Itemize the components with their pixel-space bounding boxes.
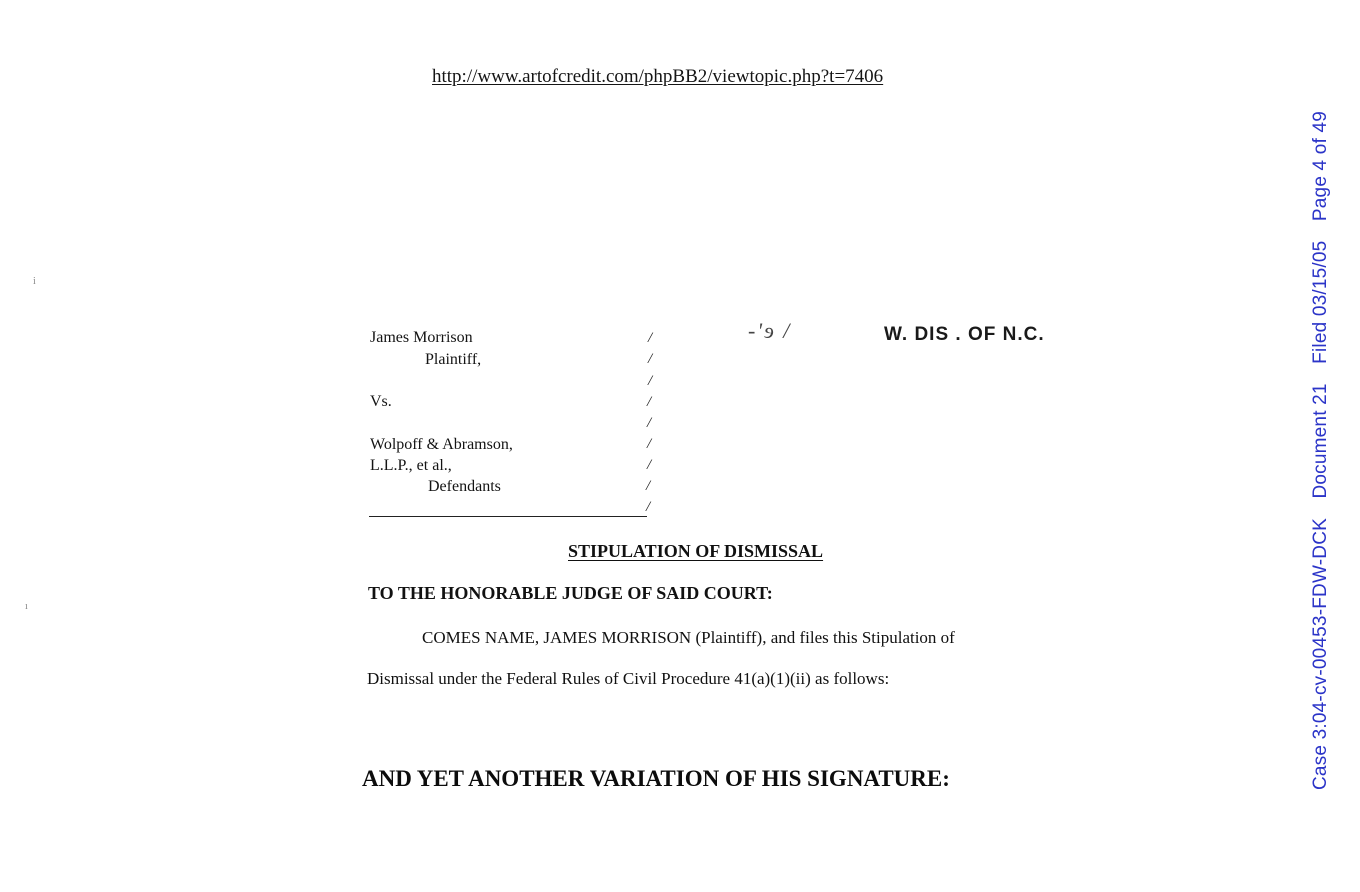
caption-slash: / xyxy=(647,415,652,431)
caption-slash: / xyxy=(647,457,652,473)
caption-slash: / xyxy=(648,351,653,367)
caption-slash: / xyxy=(647,394,652,410)
margin-mark-bottom: ı xyxy=(25,601,28,612)
body-paragraph-line-1: COMES NAME, JAMES MORRISON (Plaintiff), and files this Stipulation of xyxy=(422,628,955,647)
overlay-caption: AND YET ANOTHER VARIATION OF HIS SIGNATURE: xyxy=(362,766,950,791)
handwritten-mark: -'ɘ / xyxy=(748,318,792,343)
court-stamp: W. DIS . OF N.C. xyxy=(884,324,1045,345)
caption-slash: / xyxy=(646,478,651,494)
court-filing-header xyxy=(1310,90,1332,790)
plaintiff-role: Plaintiff, xyxy=(425,351,482,368)
defendant-name: Wolpoff & Abramson, xyxy=(370,436,513,453)
body-paragraph-line-2: Dismissal under the Federal Rules of Civil Procedure 41(a)(1)(ii) as follows: xyxy=(367,669,890,688)
caption-slash: / xyxy=(647,436,652,452)
case-number: Case 3:04-cv-00453-FDW-DCK xyxy=(1310,518,1331,790)
defendant-name-line2: L.L.P., et al., xyxy=(370,457,452,474)
document-title: STIPULATION OF DISMISSAL xyxy=(568,541,824,561)
caption-slash: / xyxy=(646,499,651,515)
document-number: Document 21 xyxy=(1310,383,1331,499)
versus-label: Vs. xyxy=(370,393,392,410)
caption-slash: / xyxy=(648,373,653,389)
margin-mark-top: i xyxy=(33,276,36,287)
plaintiff-name: James Morrison xyxy=(370,329,473,346)
defendant-role: Defendants xyxy=(428,478,501,495)
salutation: TO THE HONORABLE JUDGE OF SAID COURT: xyxy=(368,583,773,603)
source-url[interactable]: http://www.artofcredit.com/phpBB2/viewtopic.php?t=7406 xyxy=(432,66,884,87)
caption-slash: / xyxy=(648,330,653,346)
caption-underline xyxy=(369,516,647,517)
page-number: Page 4 of 49 xyxy=(1310,110,1331,222)
filed-date: Filed 03/15/05 xyxy=(1310,240,1331,364)
